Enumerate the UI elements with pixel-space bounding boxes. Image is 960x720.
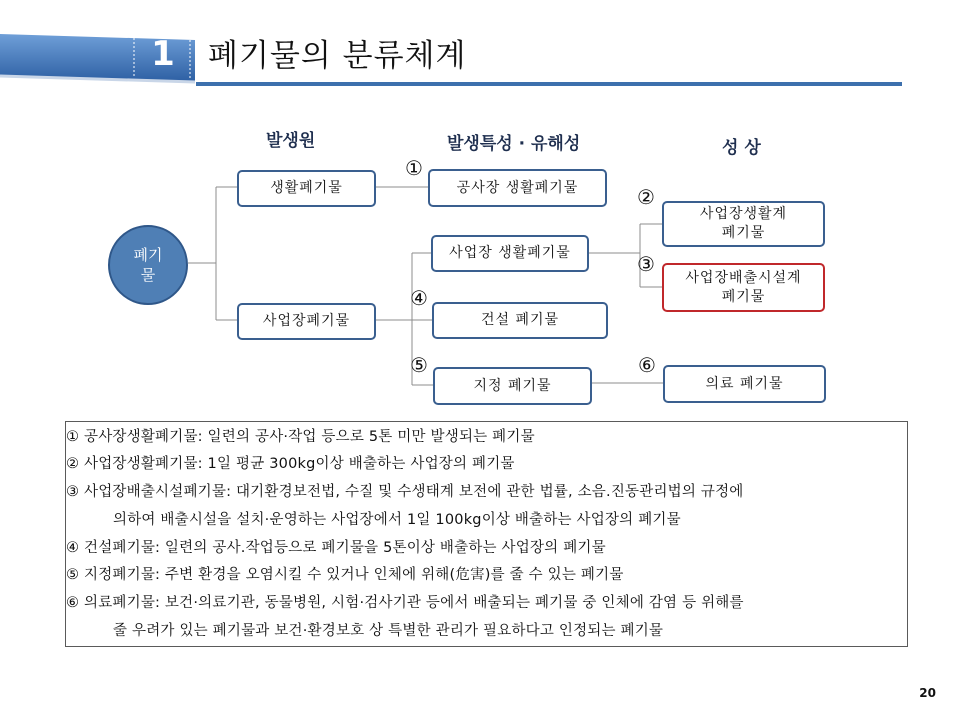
marker-3: ③ bbox=[637, 252, 655, 276]
column-header-characteristic: 발생특성 · 유해성 bbox=[447, 134, 581, 154]
node-business-household-waste: 사업장 생활폐기물 bbox=[431, 235, 589, 272]
legend-line-2: ② 사업장생활폐기물: 1일 평균 300kg이상 배출하는 사업장의 폐기물 bbox=[66, 456, 515, 472]
node-construction-waste: 건설 폐기물 bbox=[432, 302, 608, 339]
marker-6: ⑥ bbox=[638, 353, 656, 377]
node-medical-waste: 의료 폐기물 bbox=[663, 365, 826, 403]
node-biz-household-l1: 사업장생활계 bbox=[699, 206, 788, 222]
page-title: 폐기물의 분류체계 bbox=[208, 38, 467, 74]
root-node-waste bbox=[108, 225, 188, 305]
legend-line-5: ⑤ 지정폐기물: 주변 환경을 오염시킬 수 있거나 인체에 위해(危害)를 줄 수 있는 폐기물 bbox=[66, 567, 624, 583]
root-label-line1: 폐기 bbox=[133, 246, 163, 264]
node-designated-waste: 지정 폐기물 bbox=[433, 367, 592, 405]
node-business-waste: 사업장폐기물 bbox=[237, 303, 376, 340]
column-header-source: 발생원 bbox=[266, 131, 316, 151]
page-number: 20 bbox=[919, 686, 936, 700]
node-biz-household-l2: 폐기물 bbox=[721, 225, 766, 241]
legend-line-3: ③ 사업장배출시설폐기물: 대기환경보전법, 수질 및 수생태계 보전에 관한 법률, 소음.진동관리법의 규정에 bbox=[66, 484, 744, 500]
column-header-property: 성 상 bbox=[722, 138, 761, 158]
node-household-waste: 생활폐기물 bbox=[237, 170, 376, 207]
marker-4: ④ bbox=[410, 286, 428, 310]
node-biz-discharge-l1: 사업장배출시설계 bbox=[685, 269, 802, 286]
legend-line-6: ⑥ 의료폐기물: 보건·의료기관, 동물병원, 시험·검사기관 등에서 배출되는 폐기물 중 인체에 감염 등 위해를 bbox=[66, 595, 744, 611]
node-business-discharge-facility-waste bbox=[662, 263, 825, 312]
legend-line-1: ① 공사장생활폐기물: 일련의 공사·작업 등으로 5톤 미만 발생되는 폐기물 bbox=[66, 429, 535, 445]
node-biz-discharge-l2: 폐기물 bbox=[721, 288, 766, 305]
legend-line-4: ④ 건설폐기물: 일련의 공사.작업등으로 폐기물을 5톤이상 배출하는 사업장의 폐기물 bbox=[66, 540, 606, 556]
legend-line-3-cont: 의하여 배출시설을 설치·운영하는 사업장에서 1일 100kg이상 배출하는 사업장의 폐기물 bbox=[113, 512, 681, 528]
node-business-household-category-waste bbox=[662, 201, 825, 247]
marker-1: ① bbox=[405, 156, 423, 180]
node-construction-site-household-waste: 공사장 생활폐기물 bbox=[428, 169, 607, 207]
marker-2: ② bbox=[637, 185, 655, 209]
root-label-line2: 물 bbox=[140, 266, 156, 284]
marker-5: ⑤ bbox=[410, 353, 428, 377]
section-number: 1 bbox=[151, 34, 175, 74]
legend-line-6-cont: 줄 우려가 있는 폐기물과 보건·환경보호 상 특별한 관리가 필요하다고 인정되는 폐기물 bbox=[113, 623, 664, 639]
legend-box bbox=[65, 421, 908, 647]
